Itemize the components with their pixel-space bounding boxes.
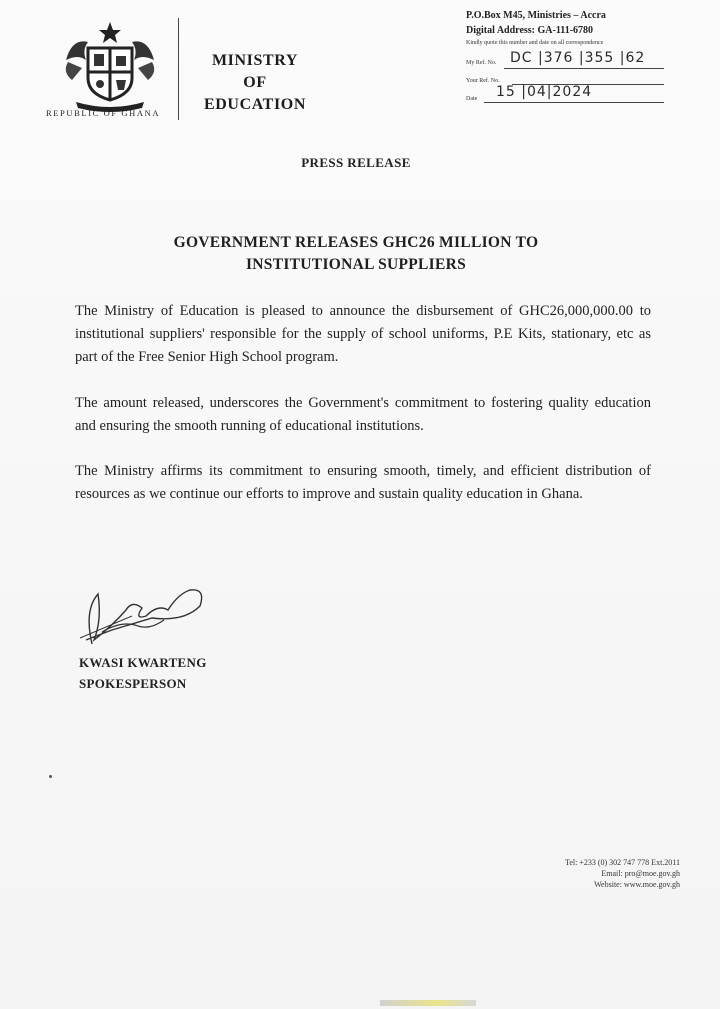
- signatory-title: SPOKESPERSON: [79, 676, 187, 691]
- letterhead-divider: [178, 18, 179, 120]
- my-ref-label: My Ref. No.: [466, 60, 497, 66]
- kindly-quote-note: Kindly quote this number and date on all correspondence: [466, 40, 604, 46]
- my-ref-value: DC |376 |355 |62: [510, 50, 646, 66]
- date-value: 15 |04|2024: [496, 84, 593, 100]
- my-ref-line: [504, 68, 664, 69]
- headline: [0, 232, 712, 276]
- date-line: [484, 102, 664, 103]
- signatory: [79, 652, 207, 694]
- page-edge-mark: [380, 1000, 476, 1006]
- republic-of-ghana-label: REPUBLIC OF GHANA: [46, 108, 161, 118]
- address-line: P.O.Box M45, Ministries – Accra: [466, 10, 606, 21]
- body-paragraph: The Ministry affirms its commitment to ensuring smooth, timely, and efficient distribution of resources as we continue our efforts to improve and sustain quality education in Ghana.: [75, 463, 651, 502]
- body-paragraph: The Ministry of Education is pleased to announce the disbursement of GHC26,000,000.00 to institutional suppliers' responsible for the supply of school uniforms, P.E Kits, stationary, etc as part of the Free Senior High School program.: [75, 303, 651, 365]
- contact-email: Email: pro@moe.gov.gh: [601, 869, 680, 878]
- press-release-label: PRESS RELEASE: [301, 155, 411, 170]
- handwritten-signature-icon: [72, 580, 212, 652]
- contact-website: Website: www.moe.gov.gh: [594, 880, 680, 889]
- ministry-name: [190, 50, 320, 116]
- your-ref-label: Your Ref. No.: [466, 78, 500, 84]
- contact-tel: Tel: +233 (0) 302 747 778 Ext.2011: [565, 858, 680, 867]
- signatory-name: KWASI KWARTENG: [79, 655, 207, 670]
- headline-line: GOVERNMENT RELEASES GHC26 MILLION TO: [173, 234, 539, 251]
- ministry-line: MINISTRY: [211, 52, 299, 69]
- headline-line: INSTITUTIONAL SUPPLIERS: [245, 256, 467, 273]
- ministry-line: OF: [243, 74, 267, 91]
- speck: [49, 775, 52, 778]
- contact-info: [520, 857, 680, 890]
- ghana-coat-of-arms-icon: [58, 20, 162, 112]
- postal-address: [466, 8, 606, 38]
- date-label: Date: [466, 96, 478, 102]
- body-paragraph: The amount released, underscores the Government's commitment to fostering quality education and ensuring the smooth running of educational institutions.: [75, 395, 651, 434]
- ministry-line: EDUCATION: [203, 96, 306, 113]
- address-line: Digital Address: GA-111-6780: [466, 25, 594, 36]
